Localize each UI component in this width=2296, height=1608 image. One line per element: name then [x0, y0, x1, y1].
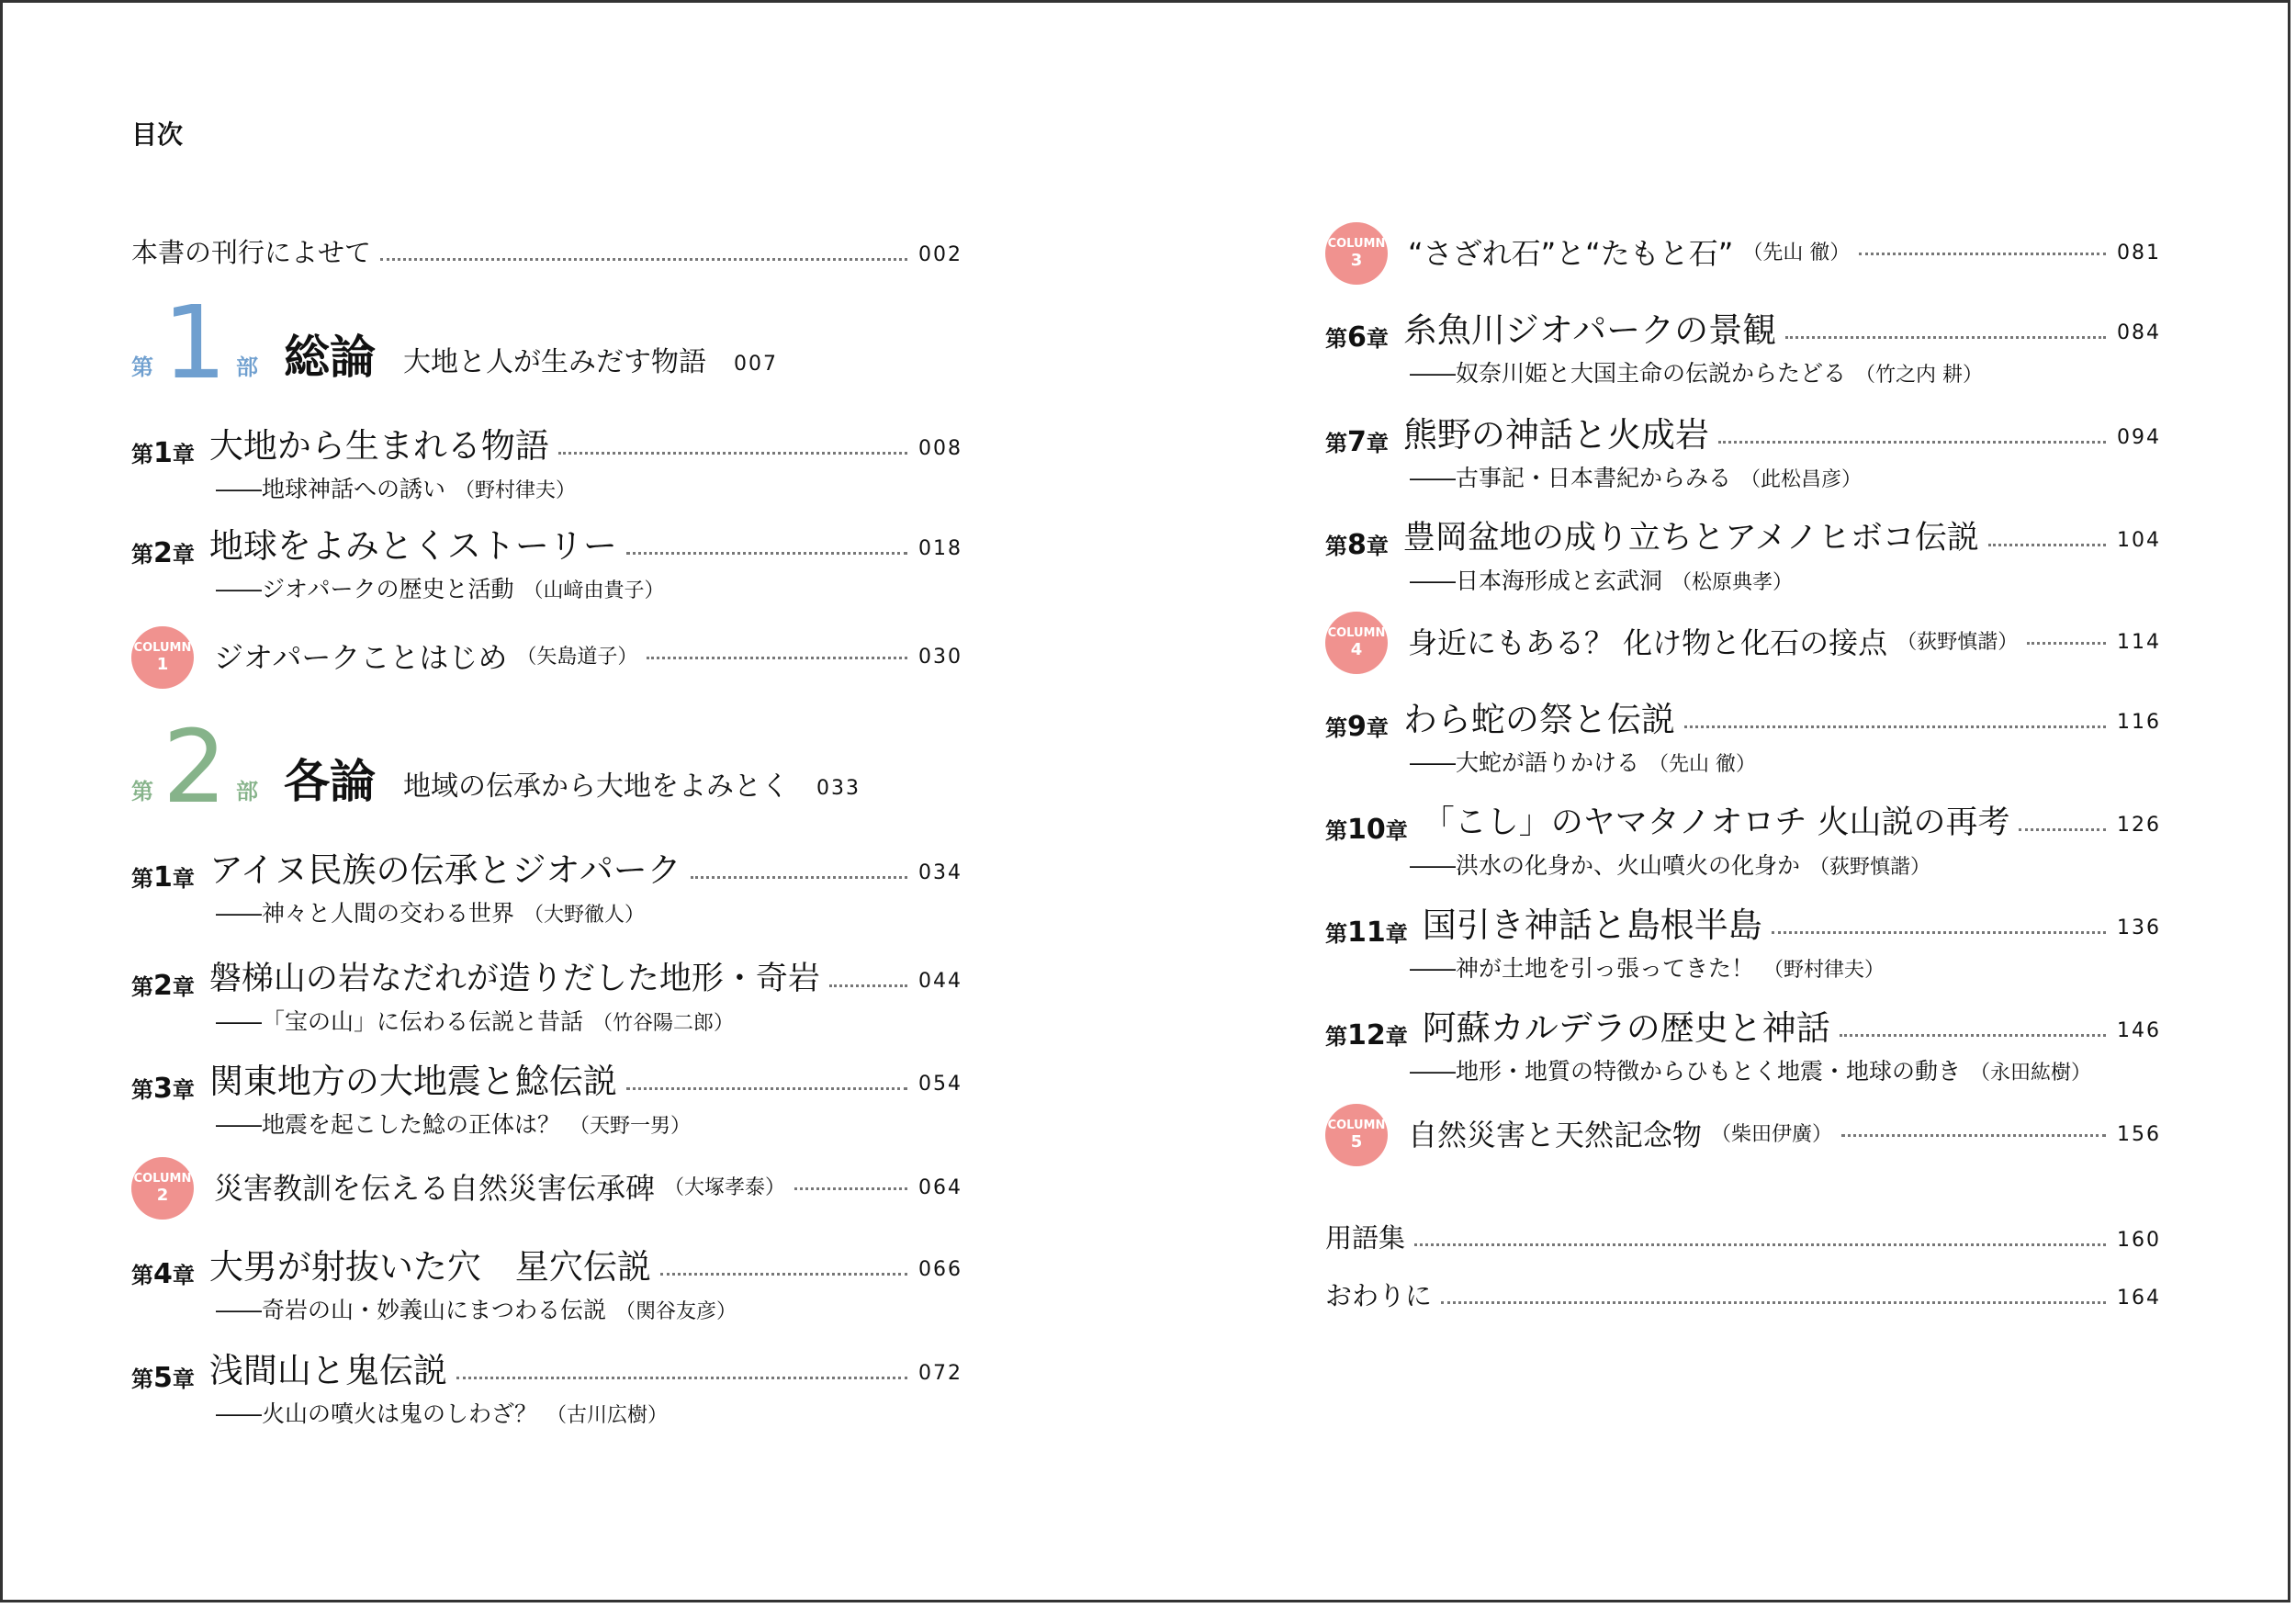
- chapter-author: （先山 徹）: [1649, 753, 1757, 776]
- chapter-author: （竹之内 耕）: [1855, 364, 1984, 387]
- chapter-title: 浅間山と鬼伝説: [208, 1351, 447, 1390]
- part2-number: 2: [163, 708, 227, 826]
- dot-leader: [558, 452, 907, 455]
- dot-leader: [2019, 828, 2106, 831]
- chapter-number: 第6章: [1325, 321, 1389, 354]
- column-3-entry[interactable]: [1325, 221, 2161, 286]
- part1-number: 1: [163, 284, 227, 401]
- chapter-page: 008: [918, 437, 962, 460]
- preface-entry[interactable]: [131, 230, 962, 275]
- column-badge: COLUMN 3: [1325, 222, 1388, 285]
- part2-header: [131, 708, 861, 826]
- chapter-author: （大野徹人）: [523, 904, 646, 927]
- column-author: （先山 徹）: [1742, 242, 1851, 264]
- dot-leader: [647, 657, 907, 659]
- part2-page: 033: [816, 777, 861, 800]
- column-5-entry[interactable]: [1325, 1103, 2161, 1167]
- glossary-page: 160: [2117, 1229, 2161, 1252]
- chapter-title: 関東地方の大地震と鯰伝説: [208, 1062, 617, 1101]
- dot-leader: [829, 984, 907, 987]
- preface-page: 002: [918, 243, 962, 266]
- dot-leader: [1988, 544, 2106, 546]
- chapter-subtitle: ――地震を起こした鯰の正体は？ （天野一男）: [216, 1111, 692, 1138]
- chapter-page: 054: [918, 1073, 962, 1096]
- column-author: （荻野慎諧）: [1896, 631, 2019, 654]
- chapter-title: 磐梯山の岩なだれが造りだした地形・奇岩: [208, 961, 820, 997]
- part1-dai: 第: [131, 354, 153, 380]
- dot-leader: [456, 1377, 907, 1379]
- dot-leader: [691, 876, 907, 879]
- chapter-page: 104: [2117, 529, 2161, 552]
- chapter-6[interactable]: [1325, 308, 2161, 389]
- chapter-author: （山﨑由貴子）: [523, 579, 665, 602]
- chapter-subtitle: ――火山の噴火は鬼のしわざ？ （古川広樹）: [216, 1400, 669, 1427]
- dot-leader: [1859, 253, 2106, 255]
- part2-bu: 部: [236, 779, 258, 804]
- chapter-title: アイヌ民族の伝承とジオパーク: [208, 850, 681, 890]
- column-1-entry[interactable]: [131, 625, 962, 690]
- column-title: 自然災害と天然記念物: [1408, 1118, 1703, 1153]
- chapter-author: （松原典孝）: [1671, 571, 1794, 594]
- column-4-entry[interactable]: [1325, 611, 2161, 675]
- dot-leader: [1441, 1301, 2106, 1304]
- chapter-number: 第8章: [1325, 529, 1389, 561]
- dot-leader: [1718, 441, 2106, 444]
- chapter-8[interactable]: [1325, 515, 2161, 597]
- chapter-author: （古川広樹）: [546, 1404, 669, 1427]
- chapter-title: 国引き神話と島根半島: [1422, 905, 1762, 945]
- chapter-2-5[interactable]: [131, 1348, 962, 1430]
- chapter-1-2[interactable]: [131, 523, 962, 605]
- chapter-page: 018: [918, 537, 962, 560]
- chapter-author: （野村律夫）: [455, 479, 577, 502]
- dot-leader: [1684, 725, 2106, 728]
- chapter-1-1[interactable]: [131, 423, 962, 505]
- chapter-number: 第3章: [131, 1073, 195, 1105]
- chapter-10[interactable]: [1325, 800, 2161, 882]
- chapter-page: 146: [2117, 1019, 2161, 1042]
- chapter-subtitle: ――「宝の山」に伝わる伝説と昔話 （竹谷陽二郎）: [216, 1008, 735, 1035]
- chapter-title: 熊野の神話と火成岩: [1402, 415, 1709, 455]
- toc-heading: 目次: [131, 119, 184, 150]
- chapter-page: 094: [2117, 426, 2161, 449]
- dot-leader: [660, 1273, 907, 1276]
- dot-leader: [1414, 1243, 2106, 1246]
- column-title: 身近にもある？ 化け物と化石の接点: [1408, 625, 1888, 660]
- dot-leader: [626, 552, 907, 555]
- chapter-number: 第2章: [131, 970, 195, 1002]
- chapter-page: 066: [918, 1258, 962, 1281]
- chapter-subtitle: ――地球神話への誘い （野村律夫）: [216, 476, 577, 502]
- chapter-author: （此松昌彦）: [1740, 468, 1863, 491]
- chapter-7[interactable]: [1325, 412, 2161, 494]
- chapter-number: 第12章: [1325, 1019, 1408, 1051]
- glossary-title: 用語集: [1325, 1222, 1406, 1254]
- column-2-entry[interactable]: [131, 1156, 962, 1220]
- preface-title: 本書の刊行によせて: [131, 237, 372, 268]
- dot-leader: [380, 258, 907, 261]
- part1-desc: 大地と人が生みだす物語: [403, 346, 706, 378]
- chapter-title: 地球をよみとくストーリー: [208, 526, 617, 566]
- chapter-subtitle: ――古事記・日本書紀からみる （此松昌彦）: [1410, 465, 1863, 491]
- column-author: （矢島道子）: [516, 646, 638, 669]
- chapter-subtitle: ――洪水の化身か、火山噴火の化身か （荻野慎諧）: [1410, 852, 1931, 879]
- chapter-title: 「こし」のヤマタノオロチ 火山説の再考: [1422, 804, 2010, 841]
- chapter-2-3[interactable]: [131, 1059, 962, 1141]
- column-badge: COLUMN 2: [131, 1157, 194, 1220]
- chapter-number: 第7章: [1325, 426, 1389, 458]
- column-title: ジオパークことはじめ: [214, 640, 508, 675]
- chapter-subtitle: ――大蛇が語りかける （先山 徹）: [1410, 749, 1757, 776]
- column-badge: COLUMN 1: [131, 626, 194, 689]
- chapter-author: （天野一男）: [569, 1115, 692, 1138]
- chapter-subtitle: ――地形・地質の特徴からひもとく地震・地球の動き （永田紘樹）: [1410, 1058, 2092, 1085]
- part1-page: 007: [734, 353, 778, 376]
- chapter-title: 大男が射抜いた穴 星穴伝説: [208, 1247, 651, 1287]
- chapter-title: 阿蘇カルデラの歴史と神話: [1422, 1008, 1830, 1048]
- afterword-page: 164: [2117, 1287, 2161, 1310]
- column-title: 災害教訓を伝える自然災害伝承碑: [214, 1171, 656, 1206]
- chapter-author: （荻野慎諧）: [1809, 856, 1931, 879]
- chapter-2-2[interactable]: [131, 956, 962, 1038]
- dot-leader: [1840, 1034, 2106, 1037]
- chapter-page: 116: [2117, 711, 2161, 734]
- column-page: 156: [2117, 1123, 2161, 1146]
- chapter-title: 糸魚川ジオパークの景観: [1402, 310, 1777, 350]
- chapter-subtitle: ――日本海形成と玄武洞 （松原典孝）: [1410, 568, 1794, 594]
- chapter-2-1[interactable]: [131, 848, 962, 929]
- chapter-number: 第1章: [131, 861, 195, 894]
- chapter-number: 第4章: [131, 1258, 195, 1290]
- chapter-subtitle: ――ジオパークの歴史と活動 （山﨑由貴子）: [216, 576, 665, 602]
- chapter-title: わら蛇の祭と伝説: [1402, 700, 1675, 739]
- chapter-author: （野村律夫）: [1763, 959, 1885, 982]
- column-page: 064: [918, 1176, 962, 1199]
- chapter-page: 126: [2117, 814, 2161, 837]
- dot-leader: [1841, 1134, 2106, 1137]
- chapter-subtitle: ――奴奈川姫と大国主命の伝説からたどる （竹之内 耕）: [1410, 360, 1984, 387]
- column-page: 081: [2117, 242, 2161, 264]
- chapter-number: 第2章: [131, 537, 195, 569]
- column-author: （大塚孝泰）: [664, 1176, 786, 1199]
- column-title: “さざれ石”と“たもと石”: [1408, 236, 1734, 271]
- glossary-entry[interactable]: [1325, 1215, 2161, 1261]
- part1-name: 総論: [284, 330, 376, 384]
- chapter-page: 072: [918, 1362, 962, 1385]
- chapter-number: 第11章: [1325, 916, 1408, 949]
- part1-bu: 部: [236, 354, 258, 380]
- chapter-number: 第10章: [1325, 814, 1408, 846]
- dot-leader: [2027, 642, 2106, 645]
- dot-leader: [626, 1087, 907, 1090]
- chapter-author: （永田紘樹）: [1970, 1062, 2092, 1085]
- afterword-title: おわりに: [1325, 1280, 1433, 1311]
- chapter-author: （竹谷陽二郎）: [592, 1012, 735, 1035]
- chapter-page: 136: [2117, 916, 2161, 939]
- part2-desc: 地域の伝承から大地をよみとく: [403, 770, 789, 803]
- chapter-author: （関谷友彦）: [615, 1300, 737, 1323]
- column-badge: COLUMN 5: [1325, 1104, 1388, 1166]
- chapter-page: 034: [918, 861, 962, 884]
- column-badge: COLUMN 4: [1325, 612, 1388, 674]
- chapter-number: 第5章: [131, 1362, 195, 1394]
- chapter-2-4[interactable]: [131, 1244, 962, 1326]
- chapter-number: 第1章: [131, 437, 195, 469]
- chapter-number: 第9章: [1325, 711, 1389, 743]
- chapter-11[interactable]: [1325, 903, 2161, 984]
- column-page: 114: [2117, 631, 2161, 654]
- part1-header: [131, 284, 778, 401]
- dot-leader: [1785, 336, 2106, 339]
- column-page: 030: [918, 646, 962, 669]
- chapter-9[interactable]: [1325, 697, 2161, 779]
- part2-dai: 第: [131, 779, 153, 804]
- chapter-page: 084: [2117, 321, 2161, 344]
- chapter-subtitle: ――神が土地を引っ張ってきた！ （野村律夫）: [1410, 955, 1885, 982]
- part2-name: 各論: [284, 754, 376, 808]
- chapter-12[interactable]: [1325, 1006, 2161, 1087]
- column-author: （柴田伊廣）: [1711, 1123, 1833, 1146]
- dot-leader: [1772, 931, 2106, 934]
- chapter-title: 豊岡盆地の成り立ちとアメノヒボコ伝説: [1402, 520, 1979, 557]
- chapter-title: 大地から生まれる物語: [208, 426, 549, 466]
- chapter-subtitle: ――神々と人間の交わる世界 （大野徹人）: [216, 900, 646, 927]
- afterword-entry[interactable]: [1325, 1273, 2161, 1319]
- dot-leader: [794, 1187, 907, 1190]
- chapter-subtitle: ――奇岩の山・妙義山にまつわる伝説 （関谷友彦）: [216, 1297, 737, 1323]
- chapter-page: 044: [918, 970, 962, 993]
